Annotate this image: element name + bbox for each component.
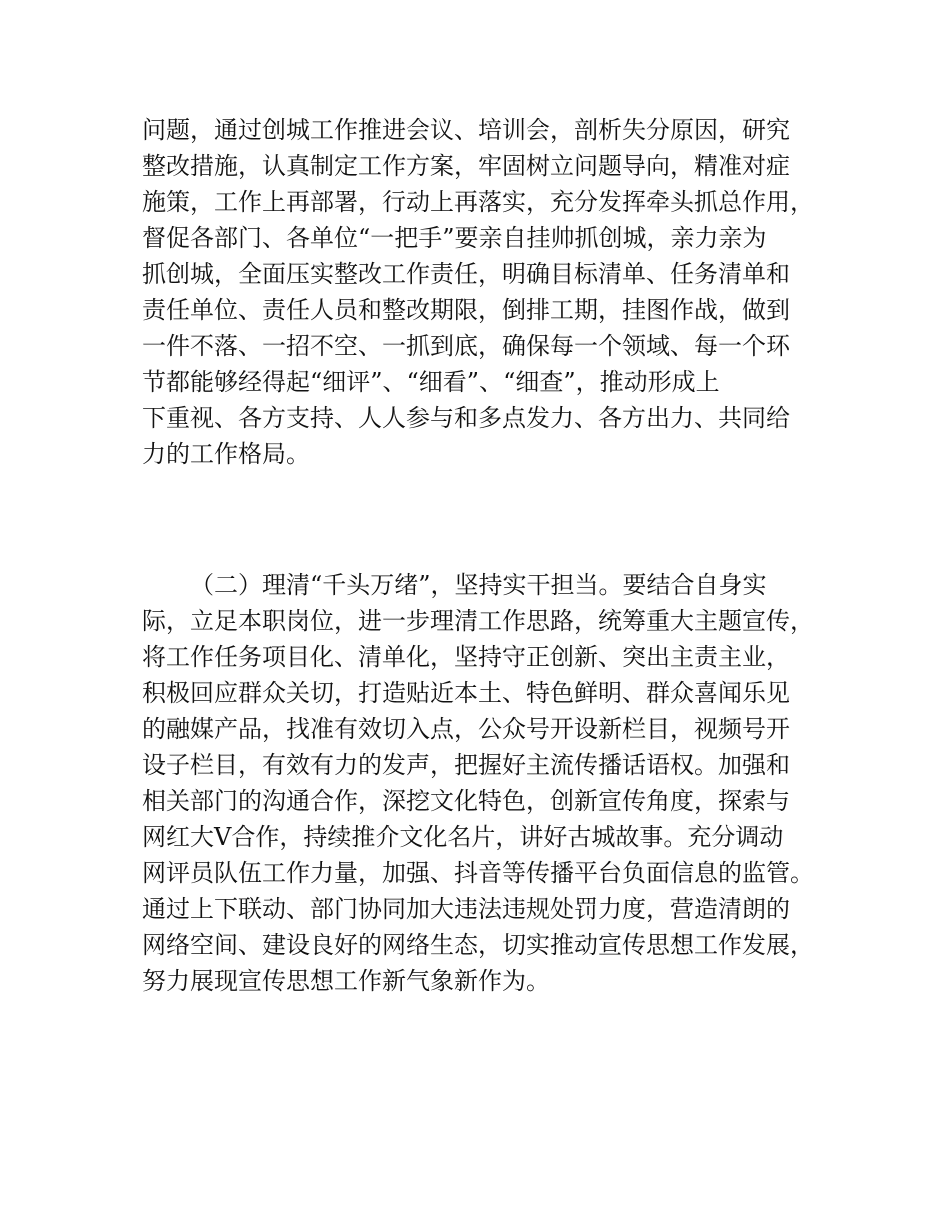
paragraph-line: 相关部门的沟通合作，深挖文化特色，创新宣传角度，探索与: [142, 787, 790, 815]
paragraph-heading-line: （二）理清“千头万绪”，坚持实干担当。要结合自身实: [190, 571, 767, 599]
paragraph-line: 抓创城，全面压实整改工作责任，明确目标清单、任务清单和: [142, 260, 790, 288]
paragraph-line: 问题，通过创城工作推进会议、培训会，剖析失分原因，研究: [142, 116, 790, 144]
paragraph-line: 设子栏目，有效有力的发声，把握好主流传播话语权。加强和: [142, 751, 790, 779]
paragraph-2: [142, 567, 822, 999]
paragraph-line: 责任单位、责任人员和整改期限，倒排工期，挂图作战，做到: [142, 296, 790, 324]
paragraph-line: 网评员队伍工作力量，加强、抖音等传播平台负面信息的监管。: [142, 859, 814, 887]
paragraph-line: 网络空间、建设良好的网络生态，切实推动宣传思想工作发展，: [142, 931, 814, 959]
paragraph-line: 努力展现宣传思想工作新气象新作为。: [142, 967, 550, 995]
paragraph-1: [142, 112, 822, 472]
paragraph-line: 一件不落、一招不空、一抓到底，确保每一个领域、每一个环: [142, 332, 790, 360]
paragraph-line: 通过上下联动、部门协同加大违法违规处罚力度，营造清朗的: [142, 895, 790, 923]
paragraph-line: 施策，工作上再部署，行动上再落实，充分发挥牵头抓总作用，: [142, 188, 814, 216]
paragraph-line: 力的工作格局。: [142, 440, 310, 468]
paragraph-line: 督促各部门、各单位“一把手”要亲自挂帅抓创城，亲力亲为: [142, 224, 767, 252]
paragraph-line: 网红大V合作，持续推介文化名片，讲好古城故事。充分调动: [142, 823, 784, 851]
paragraph-line: 积极回应群众关切，打造贴近本土、特色鲜明、群众喜闻乐见: [142, 679, 790, 707]
paragraph-line: 下重视、各方支持、人人参与和多点发力、各方出力、共同给: [142, 404, 790, 432]
paragraph-line: 将工作任务项目化、清单化，坚持守正创新、突出主责主业，: [142, 643, 790, 671]
paragraph-line: 整改措施，认真制定工作方案，牢固树立问题导向，精准对症: [142, 152, 790, 180]
paragraph-line: 的融媒产品，找准有效切入点，公众号开设新栏目，视频号开: [142, 715, 790, 743]
paragraph-line: 际，立足本职岗位，进一步理清工作思路，统筹重大主题宣传，: [142, 607, 814, 635]
paragraph-line: 节都能够经得起“细评”、“细看”、“细查”，推动形成上: [142, 368, 720, 396]
